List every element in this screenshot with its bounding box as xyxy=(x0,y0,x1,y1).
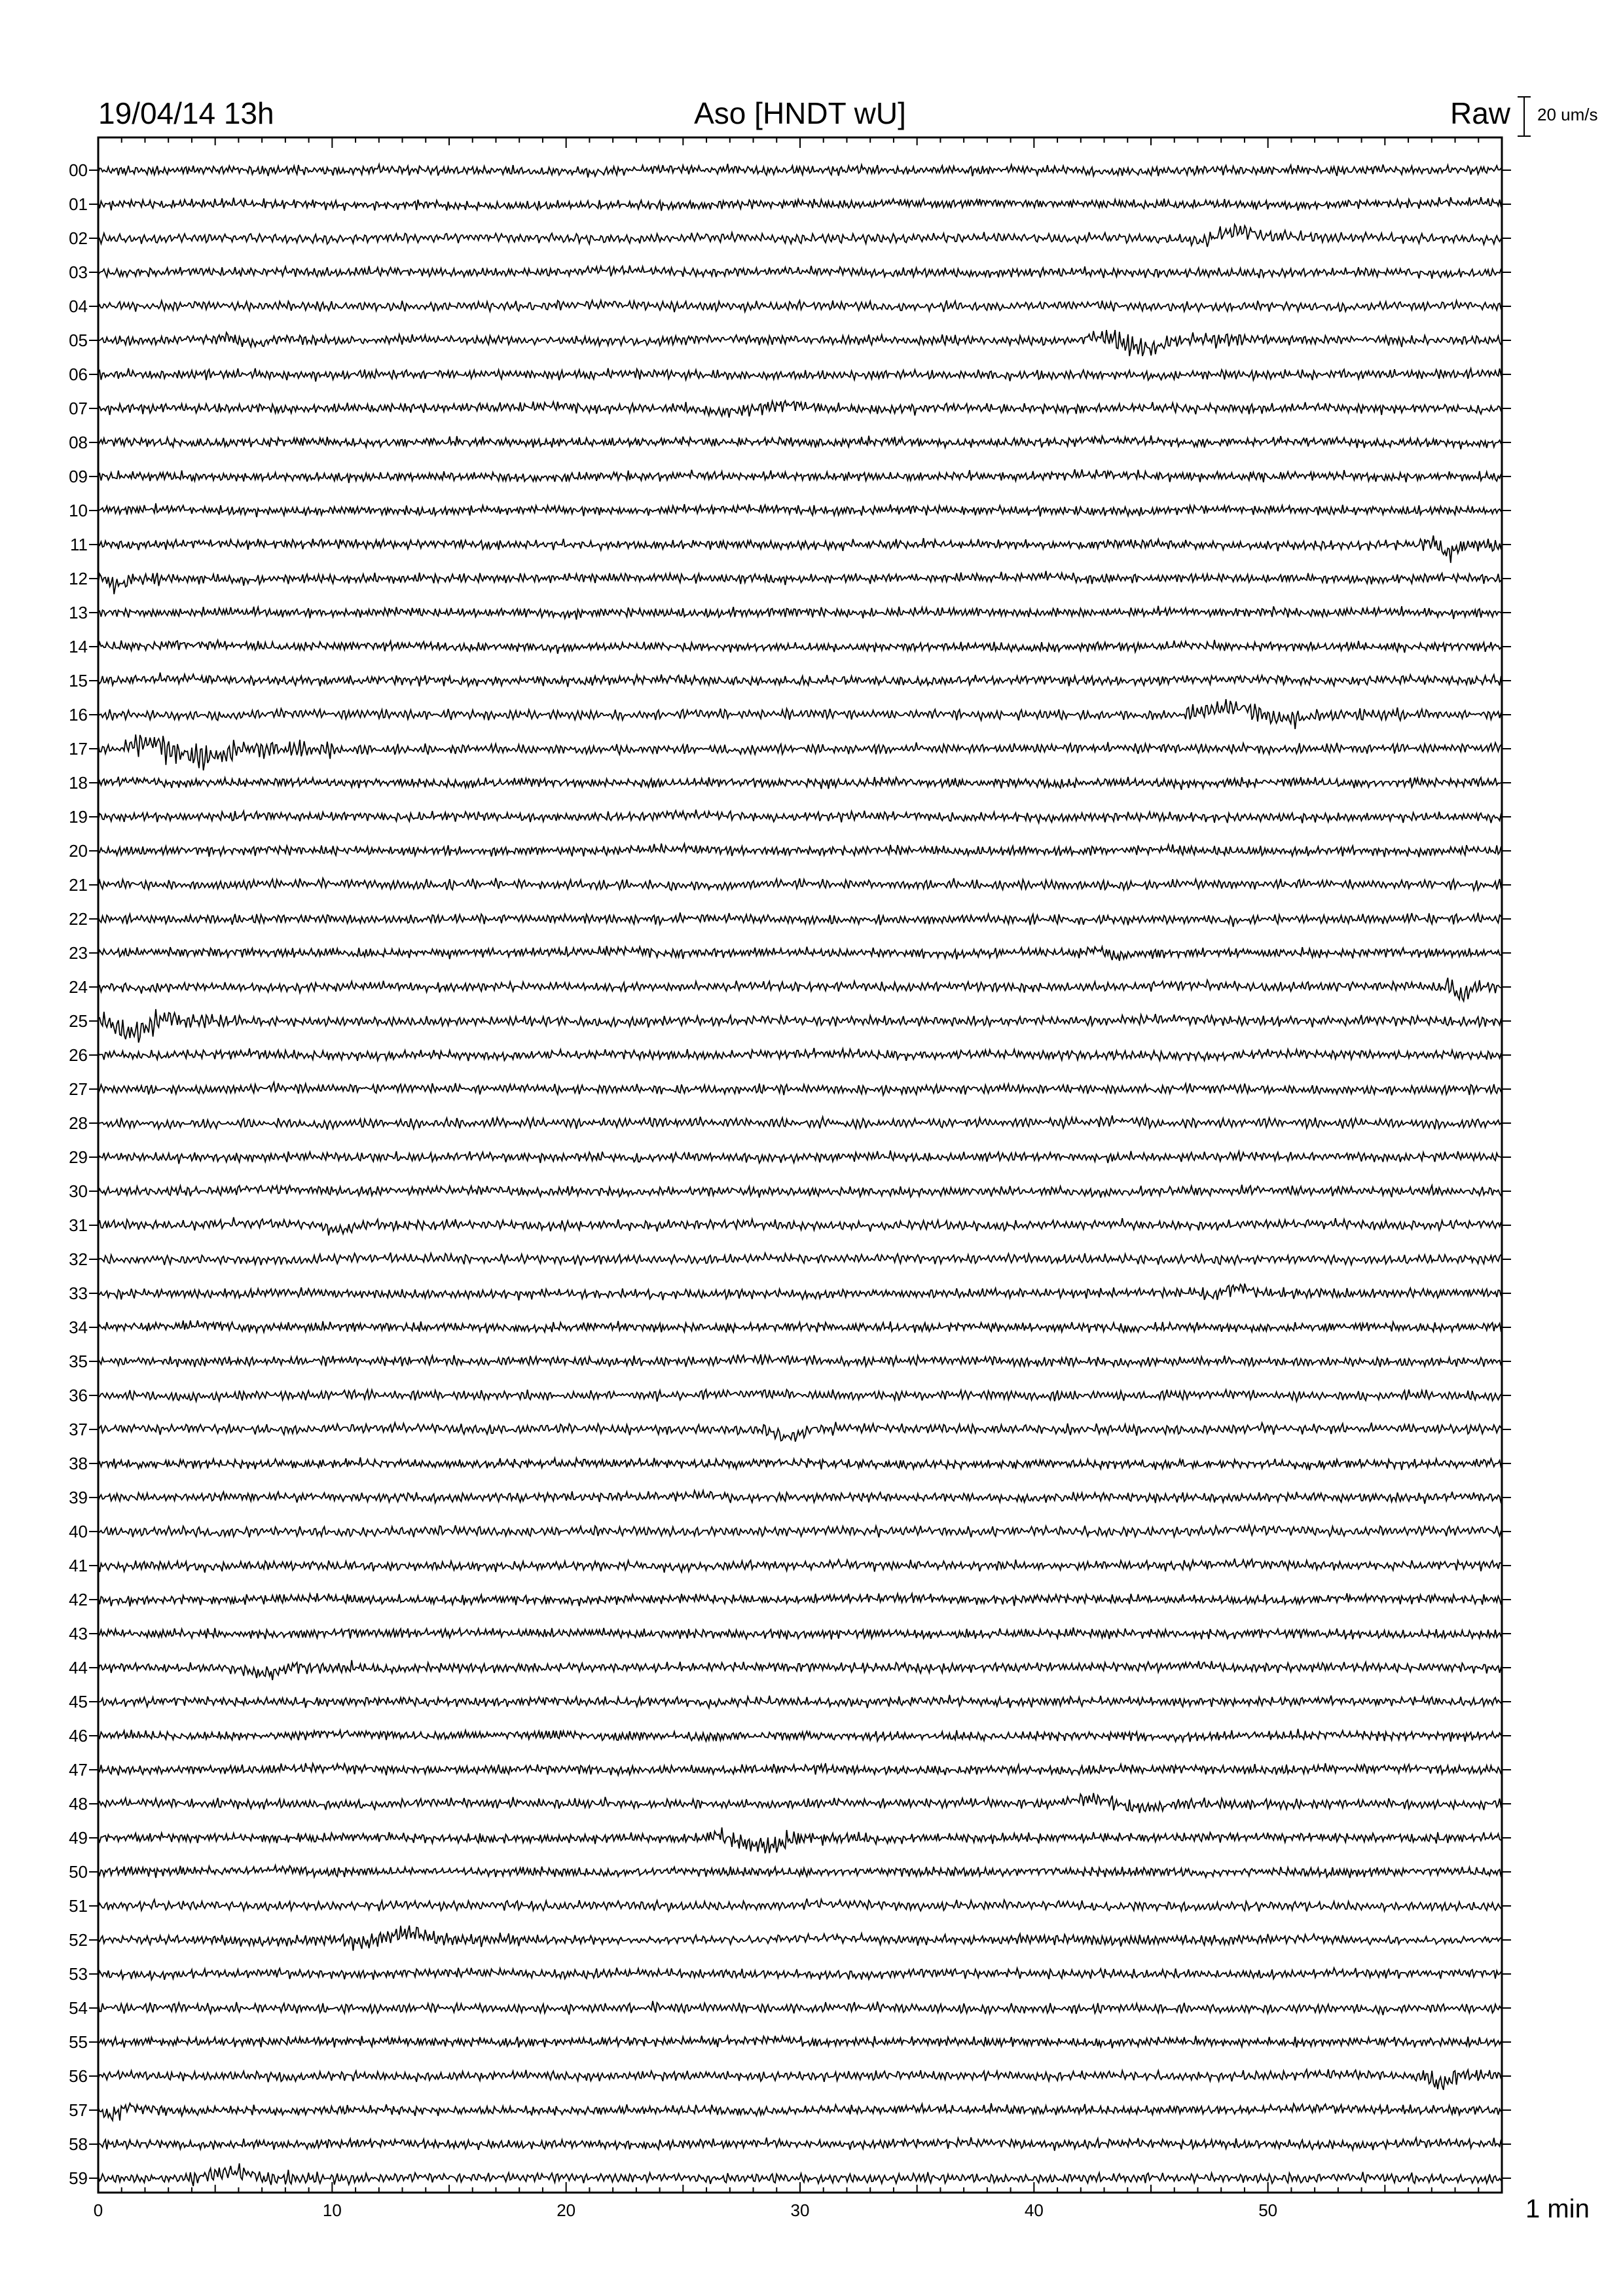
trace-row-50 xyxy=(98,1865,1501,1878)
x-tick-label: 30 xyxy=(790,2200,810,2220)
trace-row-47 xyxy=(98,1763,1501,1776)
row-label: 30 xyxy=(69,1181,88,1201)
row-label: 10 xyxy=(69,501,88,520)
row-label: 31 xyxy=(69,1215,88,1235)
row-label: 04 xyxy=(69,296,88,316)
trace-row-40 xyxy=(98,1525,1501,1537)
row-label: 28 xyxy=(69,1113,88,1133)
row-label: 33 xyxy=(69,1283,88,1303)
trace-row-44 xyxy=(98,1660,1501,1681)
row-label: 39 xyxy=(69,1488,88,1507)
trace-row-05 xyxy=(98,330,1501,356)
row-label: 15 xyxy=(69,671,88,691)
row-label: 24 xyxy=(69,977,88,997)
row-label: 12 xyxy=(69,569,88,588)
trace-row-48 xyxy=(98,1793,1501,1814)
trace-row-39 xyxy=(98,1490,1501,1503)
trace-row-42 xyxy=(98,1593,1501,1606)
trace-row-25 xyxy=(98,1009,1501,1043)
row-label: 32 xyxy=(69,1249,88,1269)
row-label: 43 xyxy=(69,1624,88,1643)
row-label: 26 xyxy=(69,1045,88,1065)
row-label: 40 xyxy=(69,1522,88,1541)
row-label: 13 xyxy=(69,603,88,622)
trace-row-32 xyxy=(98,1253,1501,1266)
trace-row-22 xyxy=(98,912,1501,927)
trace-row-26 xyxy=(98,1048,1501,1061)
row-label: 06 xyxy=(69,365,88,384)
trace-row-20 xyxy=(98,844,1501,857)
trace-row-06 xyxy=(98,368,1501,382)
row-label: 58 xyxy=(69,2134,88,2154)
x-unit-label: 1 min xyxy=(1525,2195,1590,2223)
row-label: 59 xyxy=(69,2168,88,2188)
row-label: 08 xyxy=(69,433,88,452)
trace-row-55 xyxy=(98,2036,1501,2048)
trace-row-19 xyxy=(98,810,1501,823)
trace-row-58 xyxy=(98,2138,1501,2151)
row-label: 38 xyxy=(69,1454,88,1473)
trace-row-41 xyxy=(98,1558,1501,1572)
trace-row-30 xyxy=(98,1185,1501,1198)
trace-row-08 xyxy=(98,435,1501,449)
trace-row-37 xyxy=(98,1422,1501,1442)
row-label: 21 xyxy=(69,875,88,895)
row-label: 29 xyxy=(69,1147,88,1167)
chart-title: Aso [HNDT wU] xyxy=(694,96,906,130)
row-label: 09 xyxy=(69,467,88,486)
trace-row-27 xyxy=(98,1083,1501,1096)
trace-row-02 xyxy=(98,224,1501,247)
row-label: 17 xyxy=(69,739,88,759)
trace-row-17 xyxy=(98,734,1501,770)
row-label: 34 xyxy=(69,1318,88,1337)
trace-row-52 xyxy=(98,1926,1501,1951)
trace-row-11 xyxy=(98,535,1501,563)
trace-row-12 xyxy=(98,571,1501,594)
date-label: 19/04/14 13h xyxy=(98,96,274,130)
row-label: 22 xyxy=(69,909,88,929)
row-label: 19 xyxy=(69,807,88,827)
trace-row-16 xyxy=(98,699,1501,729)
trace-row-36 xyxy=(98,1390,1501,1401)
row-label: 47 xyxy=(69,1760,88,1780)
row-label: 36 xyxy=(69,1386,88,1405)
row-label: 16 xyxy=(69,705,88,725)
trace-row-29 xyxy=(98,1151,1501,1164)
x-tick-label: 50 xyxy=(1258,2200,1278,2220)
trace-row-10 xyxy=(98,503,1501,517)
row-label: 42 xyxy=(69,1590,88,1609)
scale-bar xyxy=(1518,97,1531,136)
row-label: 55 xyxy=(69,2032,88,2052)
x-tick-label: 10 xyxy=(322,2200,342,2220)
row-label: 01 xyxy=(69,194,88,214)
row-label: 25 xyxy=(69,1011,88,1031)
row-label: 27 xyxy=(69,1079,88,1099)
trace-row-28 xyxy=(98,1115,1501,1130)
trace-row-38 xyxy=(98,1458,1501,1470)
row-label: 18 xyxy=(69,773,88,793)
x-tick-label: 0 xyxy=(93,2200,103,2220)
trace-row-18 xyxy=(98,777,1501,790)
trace-row-45 xyxy=(98,1695,1501,1708)
row-label: 11 xyxy=(70,535,88,554)
row-label: 02 xyxy=(69,228,88,248)
row-label: 53 xyxy=(69,1964,88,1984)
trace-row-23 xyxy=(98,946,1501,961)
trace-row-24 xyxy=(98,978,1501,1001)
trace-row-01 xyxy=(98,197,1501,211)
trace-row-33 xyxy=(98,1283,1501,1300)
x-tick-label: 40 xyxy=(1024,2200,1044,2220)
trace-row-31 xyxy=(98,1217,1501,1236)
row-label: 54 xyxy=(69,1998,88,2018)
trace-row-13 xyxy=(98,606,1501,620)
row-label: 03 xyxy=(69,262,88,282)
row-label: 14 xyxy=(69,637,88,656)
row-label: 56 xyxy=(69,2066,88,2086)
trace-row-53 xyxy=(98,1967,1501,1979)
trace-row-07 xyxy=(98,401,1501,418)
trace-row-35 xyxy=(98,1354,1501,1367)
trace-row-03 xyxy=(98,266,1501,279)
row-label: 37 xyxy=(69,1420,88,1439)
row-label: 20 xyxy=(69,841,88,861)
trace-row-34 xyxy=(98,1321,1501,1334)
trace-row-21 xyxy=(98,878,1501,891)
mode-label: Raw xyxy=(1450,96,1510,130)
trace-row-51 xyxy=(98,1899,1501,1912)
trace-row-54 xyxy=(98,2001,1501,2015)
trace-row-57 xyxy=(98,2104,1501,2121)
row-label: 46 xyxy=(69,1726,88,1746)
row-label: 41 xyxy=(69,1556,88,1575)
scale-label: 20 um/s xyxy=(1537,105,1598,124)
row-label: 57 xyxy=(69,2100,88,2120)
trace-row-49 xyxy=(98,1827,1501,1854)
row-label: 23 xyxy=(69,943,88,963)
x-tick-label: 20 xyxy=(556,2200,576,2220)
row-label: 07 xyxy=(69,399,88,418)
row-label: 49 xyxy=(69,1828,88,1848)
row-label: 45 xyxy=(69,1692,88,1712)
row-label: 44 xyxy=(69,1658,88,1677)
row-label: 50 xyxy=(69,1862,88,1882)
row-label: 48 xyxy=(69,1794,88,1814)
trace-row-43 xyxy=(98,1628,1501,1640)
trace-row-56 xyxy=(98,2070,1501,2090)
trace-row-14 xyxy=(98,640,1501,654)
trace-row-00 xyxy=(98,164,1501,177)
row-label: 52 xyxy=(69,1930,88,1950)
row-label: 51 xyxy=(69,1896,88,1916)
trace-row-46 xyxy=(98,1729,1501,1742)
row-label: 00 xyxy=(69,160,88,180)
trace-row-04 xyxy=(98,300,1501,312)
trace-row-09 xyxy=(98,469,1501,483)
row-label: 05 xyxy=(69,331,88,350)
row-label: 35 xyxy=(69,1352,88,1371)
trace-row-15 xyxy=(98,673,1501,687)
